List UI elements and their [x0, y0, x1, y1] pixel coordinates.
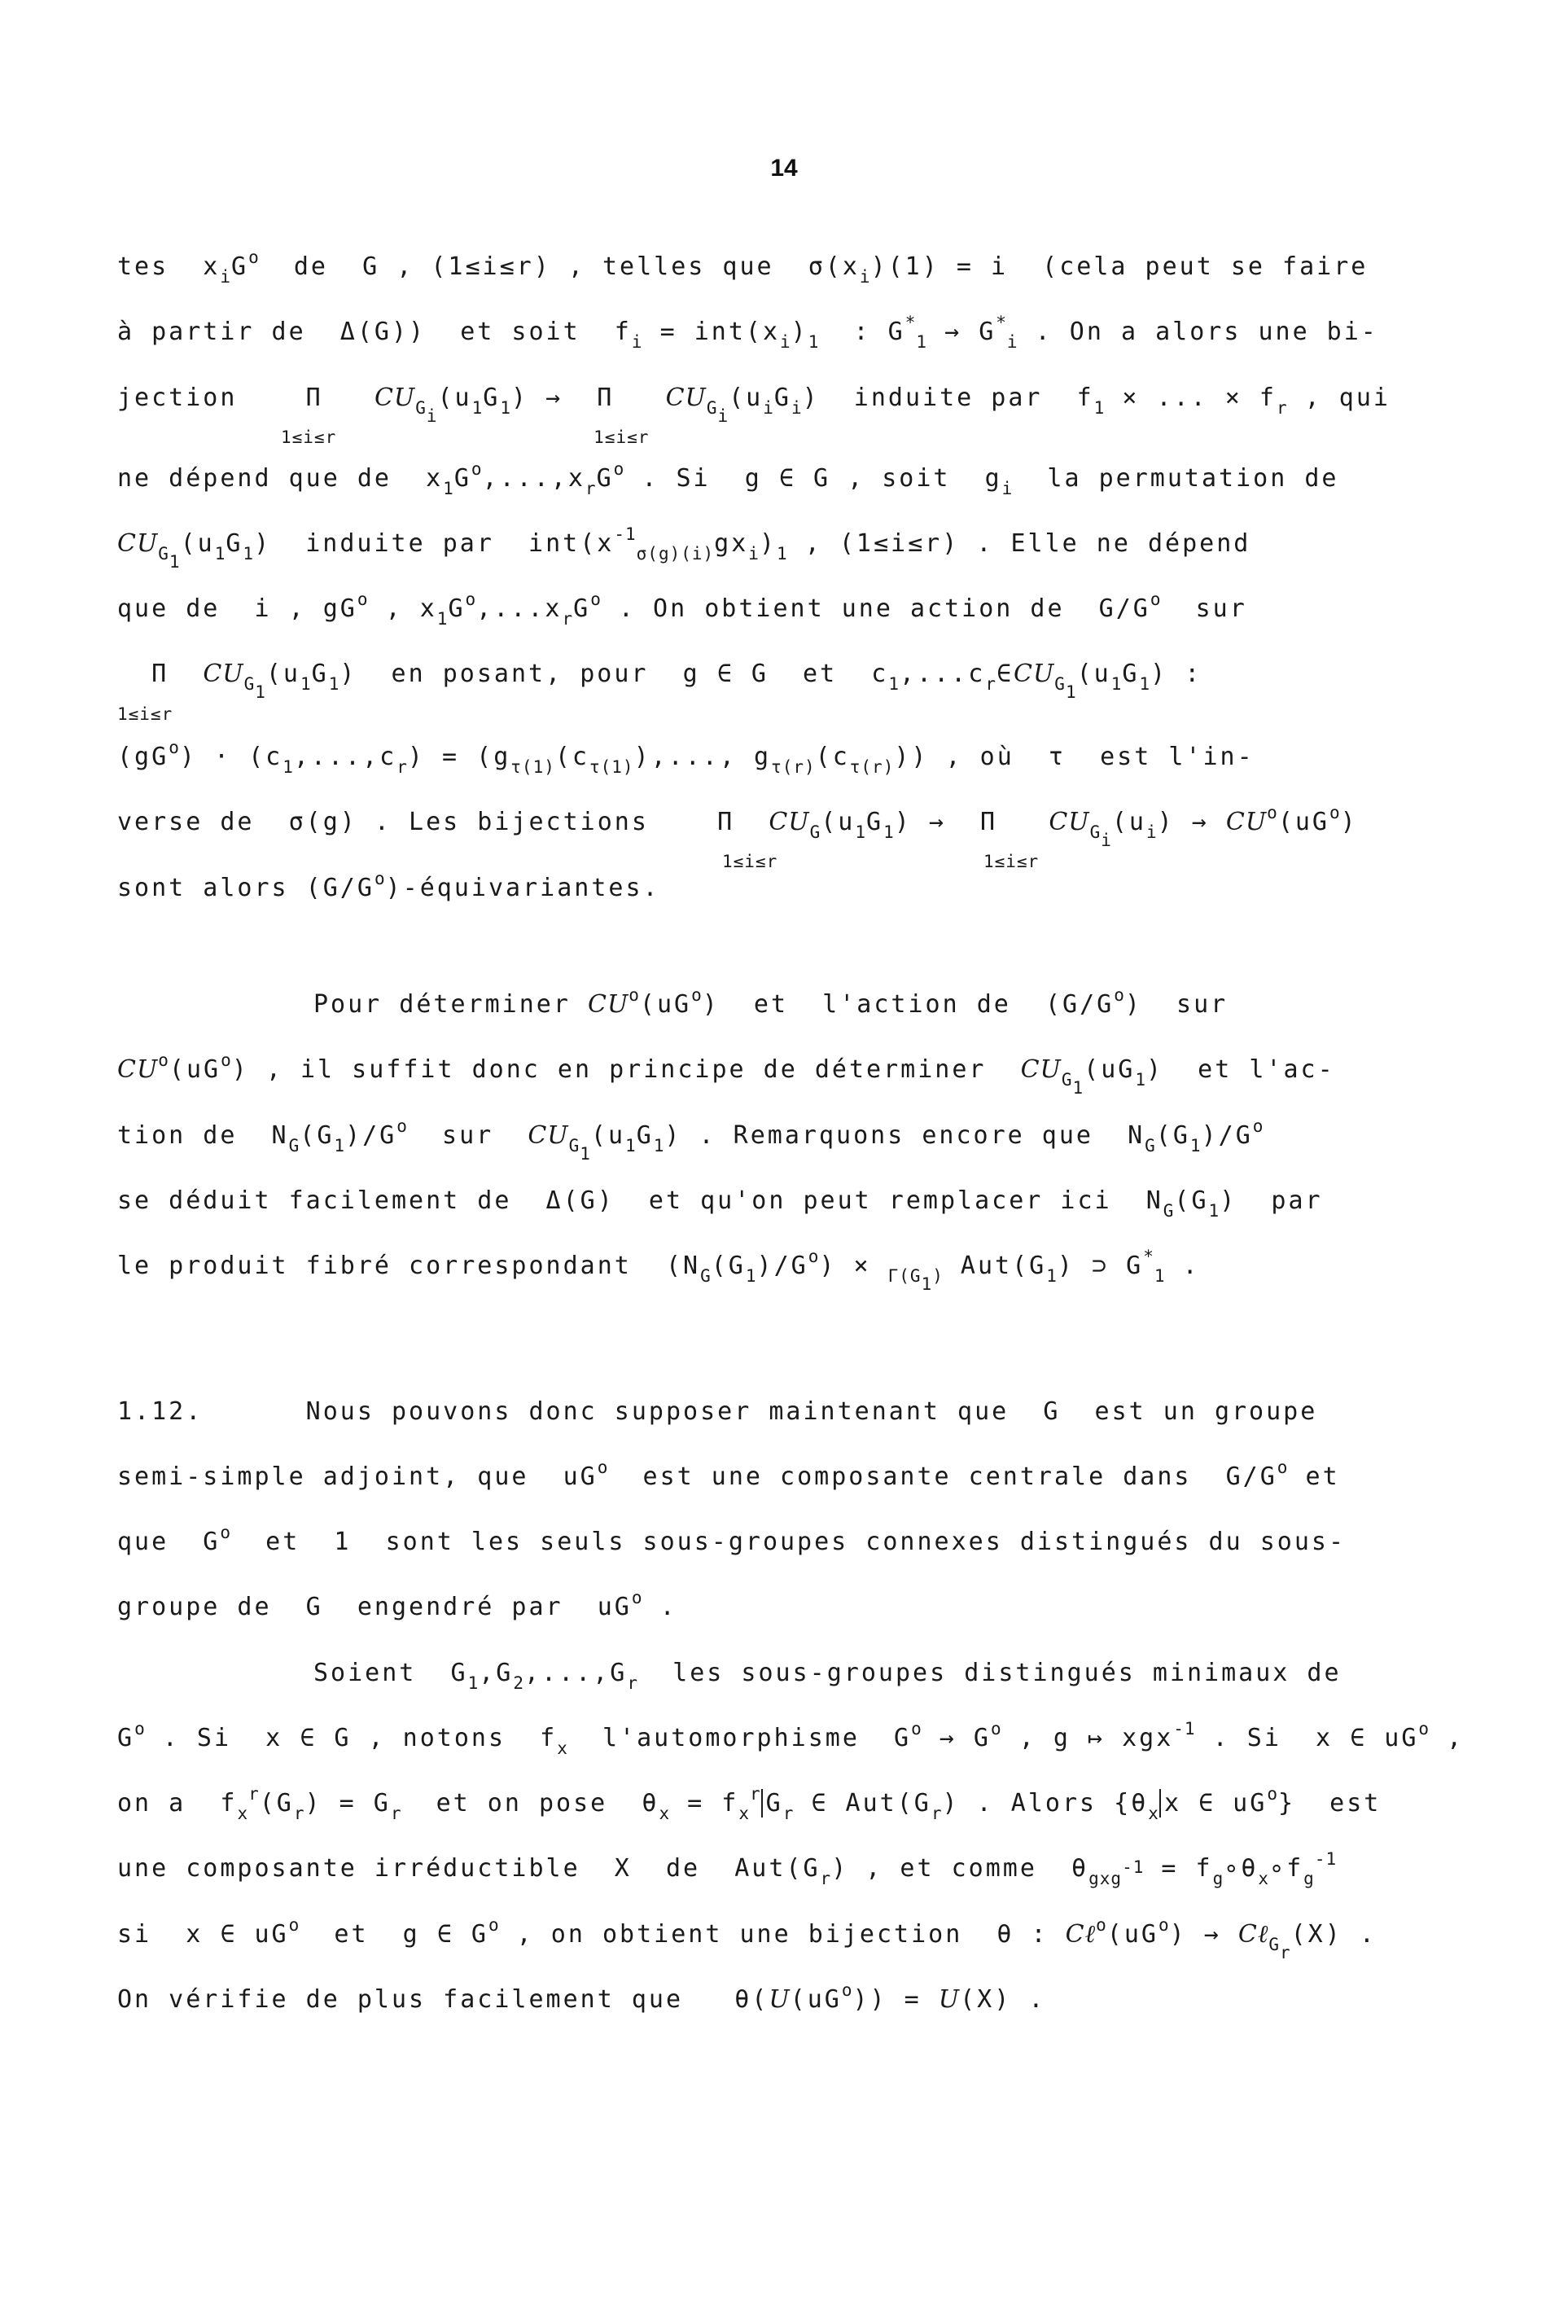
- text-line-7: Π $CU_{G_1}(u_1G_1)$ en posant, pour g ∈ G et $c_1,...c_r\in CU_{G_1}(u_1G_1)$ :: [117, 660, 1202, 702]
- text-line-20: Soient $G_1,G_2,...,G_r$ les sous-groupes distingués minimaux de: [313, 1659, 1342, 1693]
- text-line-8: $(gG^o) \cdot (c_1,...,c_r) = (g_{\tau(1)}(c_{\tau(1)})$,..., $g_{\tau(r)}(c_{\tau(r)})$) , où τ est l'in-: [117, 738, 1255, 777]
- product-index: $_{1\le i\le r}$ $_{1\le i\le r}$: [722, 852, 1040, 871]
- text-line-13: tion de $N_G(G_1)/G^o$ sur $CU_{G_1}(u_1G_1)$ . Remarquons encore que $N_G(G_1)/G^o$: [117, 1116, 1264, 1164]
- text-line-4: ne dépend que de $x_1G^o,...,x_rG^o$ . Si g ∈ G , soit $g_i$ la permutation de: [117, 459, 1339, 498]
- page-number: 14: [770, 155, 798, 182]
- text-line-12: $CU^o(uG^o)$ , il suffit donc en principe de déterminer $CU_{G_1}(uG_1)$ et l'ac-: [117, 1050, 1335, 1098]
- product-index: $_{1\le i\le r}$ $_{1\le i\le r}$: [281, 428, 650, 447]
- text-line-6: que de i , $gG^o$ , $x_1G^o,...x_rG^o$ . On obtient une action de $G/G^o$ sur: [117, 590, 1247, 629]
- text-line-22: on a $f_x^r(G_r) = G_r$ et on pose $\theta_x = f_x^r$ $G_r$ ∈ $Aut(G_r)$ . Alors {$\theta_x$ x ∈ $uG^o$} est: [117, 1784, 1382, 1823]
- text-line-17: semi-simple adjoint, que $uG^o$ est une composante centrale dans $G/G^o$ et: [117, 1458, 1340, 1491]
- text-line-16: 1.12. Nous pouvons donc supposer maintenant que G est un groupe: [117, 1397, 1318, 1426]
- text-line-15: le produit fibré correspondant $(N_G(G_1)/G^o) \times _{\Gamma(G_1)}$ $Aut(G_1)$ ⊃ $G^*_1$ .: [117, 1247, 1200, 1294]
- text-line-24: si x ∈ $uG^o$ et g ∈ $G^o$ , on obtient une bijection θ : $C\ell^o(uG^o)$ → Cℓ$_{G_r}$(X) .: [117, 1915, 1377, 1962]
- text-line-21: $G^o$ . Si x ∈ G , notons $f_x$ l'automorphisme $G^o \to G^o$ , g ↦ xgx$^{-1}$ . Si x ∈ $uG^o$ ,: [117, 1719, 1465, 1758]
- text-line-23: une composante irréductible X de $Aut(G_r)$ , et comme $\theta_{gxg^{-1}}$ = $f_g\circ\theta_x\circ f_g^{-1}$: [117, 1849, 1338, 1888]
- text-line-5: $CU_{G_1}(u_1G_1)$ induite par $int(x^{-1}_{\sigma(g)(i)}gx_i)_1$ , (1≤i≤r) . Elle ne dépend: [117, 524, 1251, 572]
- text-line-2: à partir de Δ(G)) et soit $f_i = int(x_i)_1$ : $G^*_1 \to G^*_i$ . On a alors une bi-: [117, 313, 1378, 352]
- text-line-11: Pour déterminer $CU^o(uG^o)$ et l'action de $(G/G^o)$ sur: [313, 985, 1229, 1019]
- text-line-9: verse de σ(g) . Les bijections Π $CU_G(u_1G_1) \to \Pi$ $CU_{G_i}(u_i) \to CU^o(uG^o)$: [117, 803, 1358, 850]
- text-line-3: jection Π $CU_{G_i}(u_1G_1) \to \Pi$ $CU_{G_i}(u_iG_i)$ induite par $f_1$ × ... × $f_r$ , qui: [117, 384, 1391, 426]
- text-line-19: groupe de G engendré par $uG^o$ .: [117, 1588, 677, 1621]
- text-line-14: se déduit facilement de Δ(G) et qu'on peut remplacer ici $N_G(G_1)$ par: [117, 1186, 1323, 1221]
- product-index: 1≤i≤r: [117, 704, 173, 724]
- text-line-1: tes $x_iG^o$ de G , (1≤i≤r) , telles que $\sigma(x_i)(1) = i$ (cela peut se faire: [117, 248, 1369, 287]
- text-line-10: sont alors $(G/G^o)$-équivariantes.: [117, 869, 660, 902]
- text-line-18: que $G^o$ et 1 sont les seuls sous-groupes connexes distingués du sous-: [117, 1523, 1347, 1556]
- text-line-25: On vérifie de plus facilement que $\theta(U(uG^o)) = U(X)$ .: [117, 1980, 1046, 2014]
